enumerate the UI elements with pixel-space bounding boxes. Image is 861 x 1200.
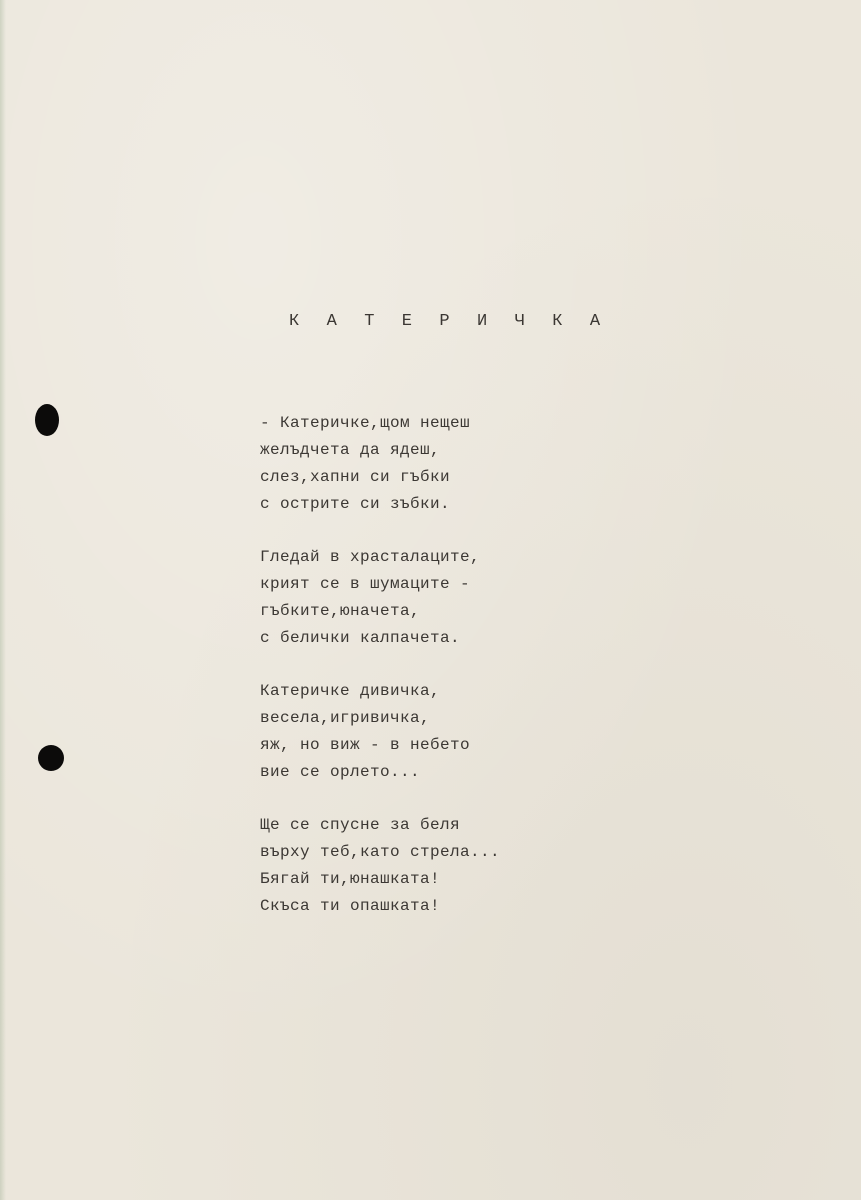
stanza-1 [260,410,780,518]
poem-line: с белички калпачета. [260,629,461,647]
poem-line: весела,игривичка, [260,709,431,727]
paper-edge [0,0,6,1200]
poem-line: върху теб,като стрела... [260,843,501,861]
poem-line: желъдчета да ядеш, [260,441,441,459]
poem-line: гъбките,юначета, [260,602,421,620]
poem-body [260,410,780,946]
poem-line: Катеричке дивичка, [260,682,441,700]
poem-title: К А Т Е Р И Ч К А [289,312,609,331]
poem-line: слез,хапни си гъбки [260,468,451,486]
poem-line: Скъса ти опашката! [260,897,441,915]
stanza-4 [260,812,780,920]
poem-line: с острите си зъбки. [260,495,451,513]
poem-line: Бягай ти,юнашката! [260,870,441,888]
punch-hole-top [35,404,59,436]
poem-line: яж, но виж - в небето [260,736,471,754]
poem-line: крият се в шумаците - [260,575,471,593]
punch-hole-bottom [38,745,64,771]
poem-line: Ще се спусне за беля [260,816,461,834]
poem-line: - Катеричке,щом нещеш [260,414,471,432]
stanza-2 [260,544,780,652]
stanza-3 [260,678,780,786]
poem-line: Гледай в храсталаците, [260,548,481,566]
poem-line: вие се орлето... [260,763,421,781]
